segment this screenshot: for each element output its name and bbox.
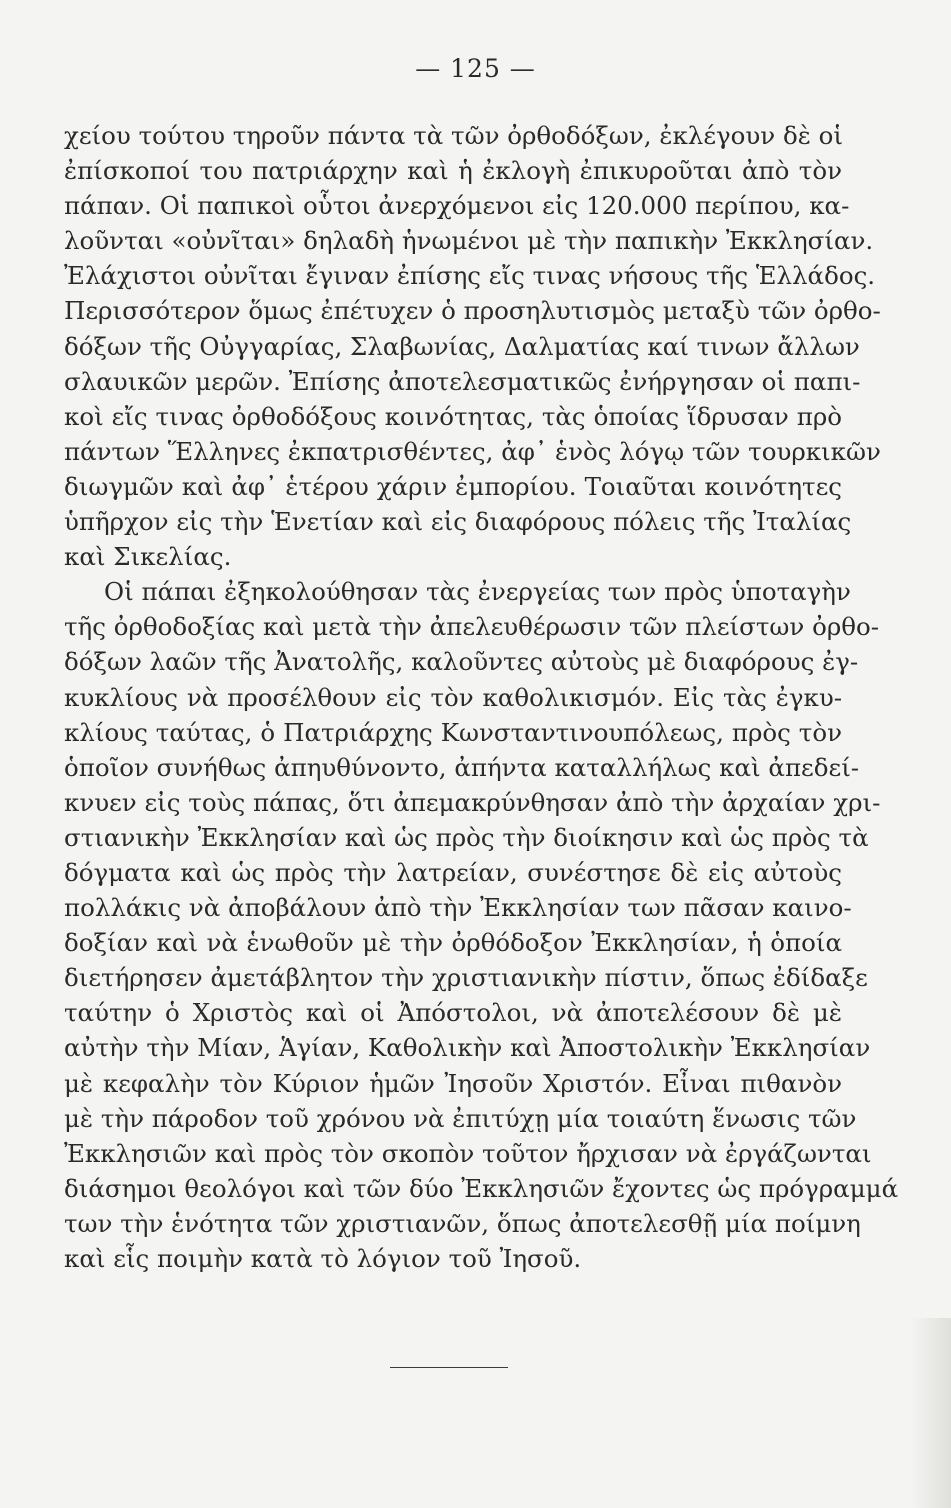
text-line: Ἐλάχιστοι οὐνῖται ἔγιναν ἐπίσης εἴς τινας νήσους τῆς Ἑλλάδος. (64, 261, 876, 291)
text-line: δόξων τῆς Οὐγγαρίας, Σλαβωνίας, Δαλματίας καί τινων ἄλλων (64, 331, 860, 361)
text-line: κνυεν εἰς τοὺς πάπας, ὅτι ἀπεμακρύνθησαν ἀπὸ τὴν ἀρχαίαν χρι- (64, 787, 881, 817)
section-divider (390, 1367, 508, 1368)
paragraph-1 (64, 118, 881, 574)
paragraph-2 (64, 574, 899, 1276)
page-edge-shadow (911, 1318, 951, 1508)
text-line: των τὴν ἑνότητα τῶν χριστιανῶν, ὅπως ἀποτελεσθῇ μία ποίμνη (64, 1208, 861, 1238)
text-line: κλίους ταύτας, ὁ Πατριάρχης Κωνσταντινουπόλεως, πρὸς τὸν (64, 717, 842, 747)
text-line: κυκλίους νὰ προσέλθουν εἰς τὸν καθολικισμόν. Εἰς τὰς ἐγκυ- (64, 682, 842, 712)
text-line: διετήρησεν ἀμετάβλητον τὴν χριστιανικὴν πίστιν, ὅπως ἐδίδαξε (64, 963, 868, 993)
text-line: πάντων Ἕλληνες ἐκπατρισθέντες, ἀφ᾽ ἑνὸς λόγῳ τῶν τουρκικῶν (64, 436, 881, 466)
text-line: Ἐκκλησιῶν καὶ πρὸς τὸν σκοπὸν τοῦτον ἤρχισαν νὰ ἐργάζωνται (64, 1138, 872, 1168)
text-line: δόγματα καὶ ὡς πρὸς τὴν λατρείαν, συνέστησε δὲ εἰς αὐτοὺς (64, 857, 842, 887)
page-number: — 125 — (415, 54, 536, 83)
text-line: ὁποῖον συνήθως ἀπηυθύνοντο, ἀπήντα καταλλήλως καὶ ἀπεδεί- (64, 752, 860, 782)
text-line: μὲ τὴν πάροδον τοῦ χρόνου νὰ ἐπιτύχῃ μία τοιαύτη ἕνωσις τῶν (64, 1103, 857, 1133)
body-text (64, 118, 899, 1276)
text-line: αὐτὴν τὴν Μίαν, Ἁγίαν, Καθολικὴν καὶ Ἀποστολικὴν Ἐκκλησίαν (64, 1033, 871, 1063)
text-line: λοῦνται «οὐνῖται» δηλαδὴ ἡνωμένοι μὲ τὴν παπικὴν Ἐκκλησίαν. (64, 226, 874, 256)
text-line: μὲ κεφαλὴν τὸν Κύριον ἡμῶν Ἰησοῦν Χριστόν. Εἶναι πιθανὸν (64, 1068, 842, 1098)
text-line: πάπαν. Οἱ παπικοὶ οὗτοι ἀνερχόμενοι εἰς 120.000 περίπου, κα- (64, 191, 850, 221)
text-line: κοὶ εἴς τινας ὀρθοδόξους κοινότητας, τὰς ὁποίας ἵδρυσαν πρὸ (64, 401, 842, 431)
text-line: διωγμῶν καὶ ἀφ᾽ ἑτέρου χάριν ἐμπορίου. Τοιαῦται κοινότητες (64, 471, 842, 501)
text-line: τῆς ὀρθοδοξίας καὶ μετὰ τὴν ἀπελευθέρωσιν τῶν πλείστων ὀρθο- (64, 612, 880, 642)
text-line: καὶ Σικελίας. (64, 542, 232, 572)
text-line: χείου τούτου τηροῦν πάντα τὰ τῶν ὀρθοδόξων, ἐκλέγουν δὲ οἱ (64, 121, 844, 150)
text-line: ὑπῆρχον εἰς τὴν Ἑνετίαν καὶ εἰς διαφόρους πόλεις τῆς Ἰταλίας (64, 507, 852, 537)
text-line: Οἱ πάπαι ἐξηκολούθησαν τὰς ἐνεργείας των πρὸς ὑποταγὴν (104, 577, 851, 607)
text-line: πολλάκις νὰ ἀποβάλουν ἀπὸ τὴν Ἐκκλησίαν των πᾶσαν καινο- (64, 893, 852, 923)
text-line: στιανικὴν Ἐκκλησίαν καὶ ὡς πρὸς τὴν διοίκησιν καὶ ὡς πρὸς τὰ (64, 822, 869, 852)
text-line: ἐπίσκοποί του πατριάρχην καὶ ἡ ἐκλογὴ ἐπικυροῦται ἀπὸ τὸν (64, 156, 842, 186)
text-line: καὶ εἷς ποιμὴν κατὰ τὸ λόγιον τοῦ Ἰησοῦ. (64, 1244, 582, 1273)
text-line: σλαυικῶν μερῶν. Ἐπίσης ἀποτελεσματικῶς ἐνήργησαν οἱ παπι- (64, 366, 861, 396)
text-line: δόξων λαῶν τῆς Ἀνατολῆς, καλοῦντες αὐτοὺς μὲ διαφόρους ἐγ- (64, 647, 859, 677)
text-line: δοξίαν καὶ νὰ ἑνωθοῦν μὲ τὴν ὀρθόδοξον Ἐκκλησίαν, ἡ ὁποία (64, 928, 842, 958)
text-line: διάσημοι θεολόγοι καὶ τῶν δύο Ἐκκλησιῶν ἔχοντες ὡς πρόγραμμά (64, 1173, 899, 1203)
text-line: Περισσότερον ὅμως ἐπέτυχεν ὁ προσηλυτισμὸς μεταξὺ τῶν ὀρθο- (64, 296, 881, 326)
text-line: ταύτην ὁ Χριστὸς καὶ οἱ Ἀπόστολοι, νὰ ἀποτελέσουν δὲ μὲ (64, 998, 842, 1028)
